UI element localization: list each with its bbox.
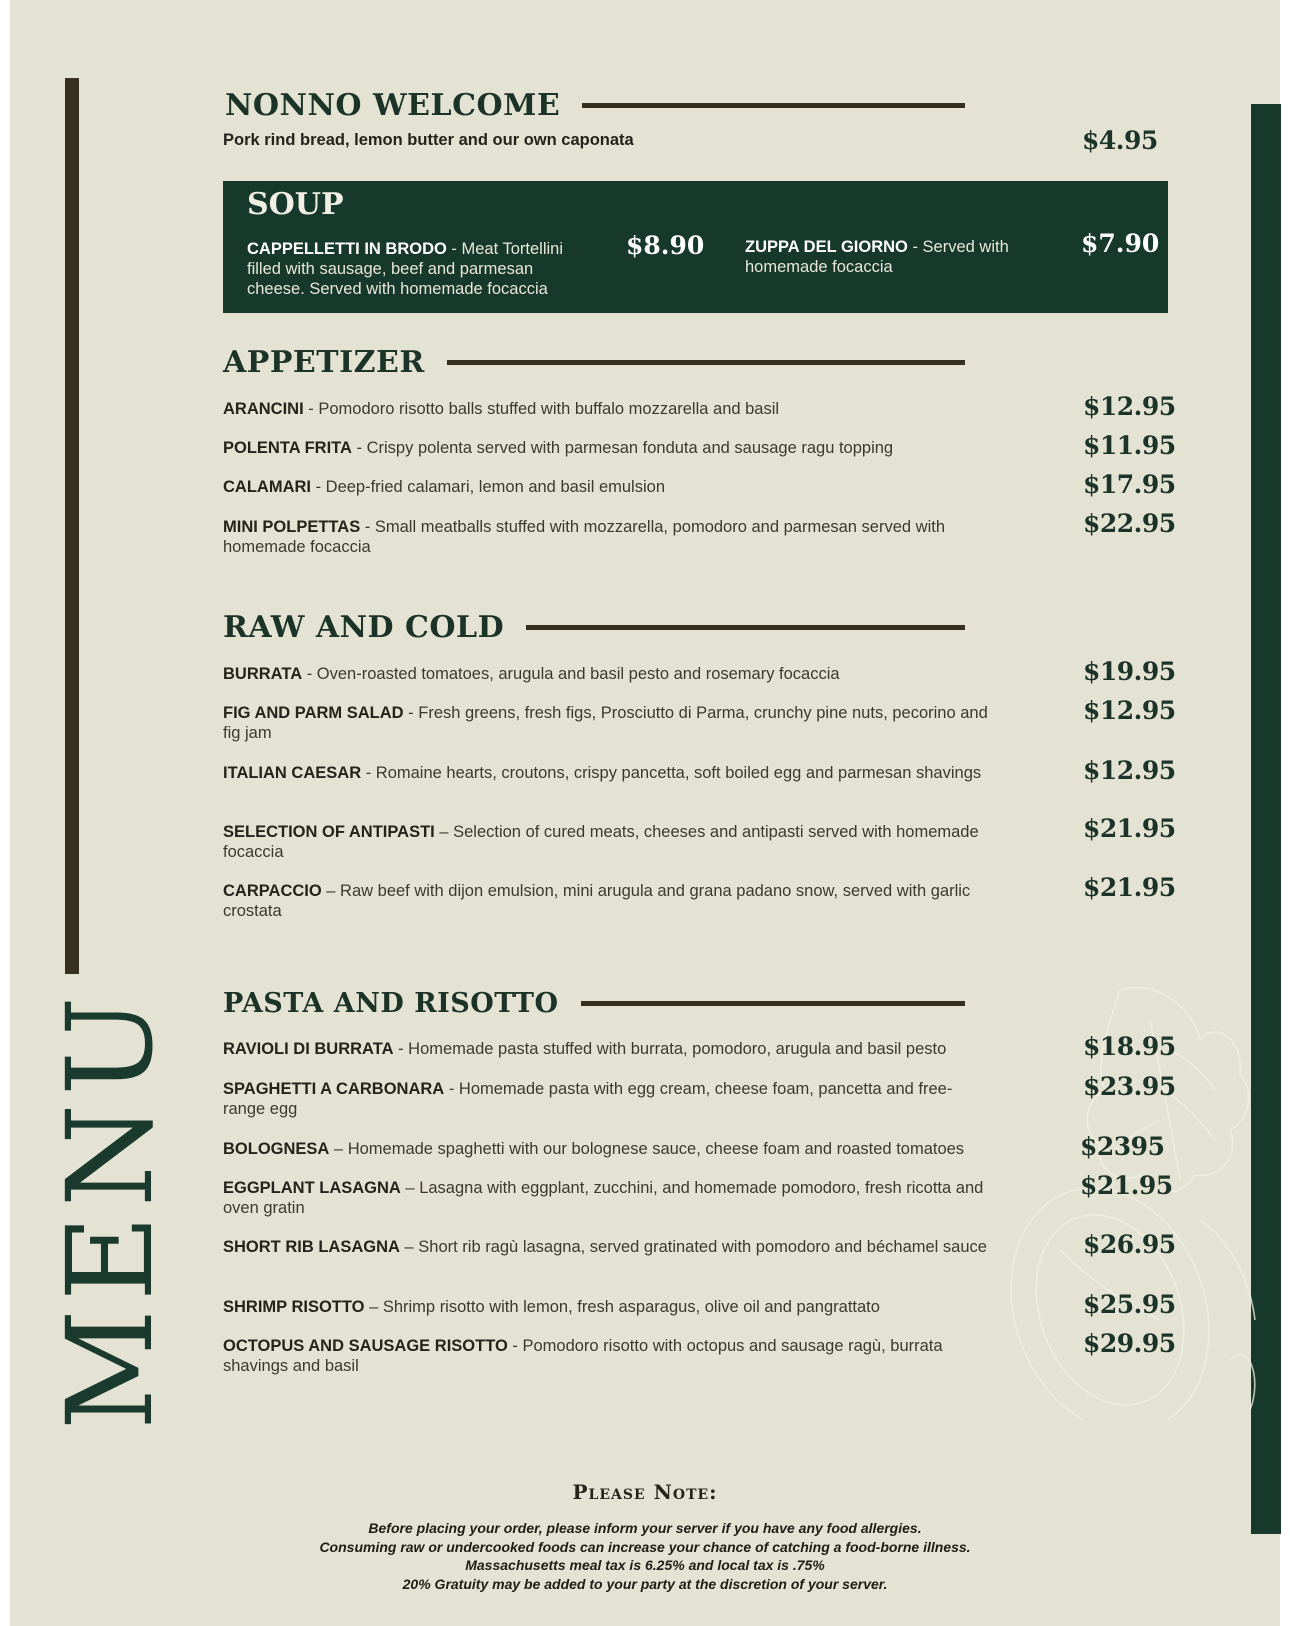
item-desc: – Raw beef with dijon emulsion, mini arugula and grana padano snow, served with garlic crostata — [223, 882, 971, 920]
item-price: $26.95 — [1083, 1230, 1176, 1259]
item-price: $4.95 — [1082, 126, 1158, 155]
item-desc: - Meat Tortellini filled with sausage, beef and parmesan cheese. Served with homemade focaccia — [247, 240, 563, 298]
item-name: SELECTION OF ANTIPASTI — [223, 823, 435, 841]
item-description — [223, 130, 988, 150]
item-price: $21.95 — [1083, 814, 1176, 843]
item-name: FIG AND PARM SALAD — [223, 704, 404, 722]
item-desc: - Fresh greens, fresh figs, Prosciutto di Parma, crunchy pine nuts, pecorino and fig jam — [223, 704, 988, 742]
item-name: POLENTA FRITA — [223, 439, 352, 457]
menu-vertical-title: MENU — [41, 988, 179, 1430]
item-name: BOLOGNESA — [223, 1140, 330, 1158]
item-text — [223, 881, 988, 921]
item-price: $29.95 — [1083, 1329, 1176, 1358]
item-text — [223, 703, 988, 743]
section-rule — [582, 103, 965, 108]
item-desc: – Selection of cured meats, cheeses and antipasti served with homemade focaccia — [223, 823, 979, 861]
section-title: SOUP — [247, 187, 344, 222]
item-desc: - Homemade pasta stuffed with burrata, pomodoro, arugula and basil pesto — [393, 1040, 947, 1058]
section-title: APPETIZER — [223, 345, 425, 380]
item-name: EGGPLANT LASAGNA — [223, 1179, 401, 1197]
item-text — [223, 1039, 988, 1059]
item-desc: - Homemade pasta with egg cream, cheese foam, pancetta and free-range egg — [223, 1080, 953, 1118]
item-price: $11.95 — [1083, 431, 1176, 460]
item-price: $2395 — [1080, 1132, 1165, 1161]
item-desc: - Pomodoro risotto with octopus and sausage ragù, burrata shavings and basil — [223, 1337, 943, 1375]
item-text — [223, 477, 988, 497]
note-line: Consuming raw or undercooked foods can increase your chance of catching a food-borne illness. — [319, 1538, 971, 1555]
item-desc: – Lasagna with eggplant, zucchini, and homemade pomodoro, fresh ricotta and oven gratin — [223, 1179, 984, 1217]
item-price: $12.95 — [1083, 392, 1176, 421]
item-text — [223, 664, 988, 684]
item-name: CAPPELLETTI IN BRODO — [247, 240, 447, 258]
item-desc: – Shrimp risotto with lemon, fresh asparagus, olive oil and pangrattato — [364, 1298, 880, 1316]
section-header-pasta — [223, 988, 965, 1019]
item-name: MINI POLPETTAS — [223, 518, 361, 536]
section-rule — [447, 360, 965, 365]
item-text — [223, 517, 988, 557]
section-title: RAW AND COLD — [223, 610, 505, 645]
item-desc: – Short rib ragù lasagna, served gratinated with pomodoro and béchamel sauce — [399, 1238, 987, 1256]
section-rule — [581, 1001, 965, 1006]
item-text — [223, 1139, 1043, 1159]
item-name: CARPACCIO — [223, 882, 322, 900]
item-text — [223, 399, 988, 419]
item-desc: - Served with homemade focaccia — [745, 238, 1009, 276]
item-desc: - Pomodoro risotto balls stuffed with buffalo mozzarella and basil — [303, 400, 780, 418]
item-text — [223, 1178, 988, 1218]
item-name: ARANCINI — [223, 400, 304, 418]
item-price: $8.90 — [626, 231, 705, 260]
item-price: $12.95 — [1083, 756, 1176, 785]
item-text — [223, 1336, 988, 1376]
item-price: $17.95 — [1083, 470, 1176, 499]
item-desc: - Romaine hearts, croutons, crispy pancetta, soft boiled egg and parmesan shavings — [361, 764, 982, 782]
item-desc: – Homemade spaghetti with our bolognese sauce, cheese foam and roasted tomatoes — [329, 1140, 965, 1158]
item-name: OCTOPUS AND SAUSAGE RISOTTO — [223, 1337, 508, 1355]
soup-section — [223, 181, 1168, 313]
item-text — [223, 763, 988, 783]
item-name: SHRIMP RISOTTO — [223, 1298, 365, 1316]
item-name: BURRATA — [223, 665, 303, 683]
section-title: NONNO WELCOME — [225, 88, 561, 123]
item-price: $18.95 — [1083, 1032, 1176, 1061]
section-rule — [526, 625, 965, 630]
item-name: RAVIOLI DI BURRATA — [223, 1040, 394, 1058]
note-block — [10, 1519, 1280, 1593]
item-name: CALAMARI — [223, 478, 311, 496]
item-desc: - Oven-roasted tomatoes, arugula and basil pesto and rosemary focaccia — [302, 665, 840, 683]
item-price: $21.95 — [1080, 1171, 1173, 1200]
item-price: $7.90 — [1081, 229, 1160, 258]
item-name: SPAGHETTI A CARBONARA — [223, 1080, 445, 1098]
item-price: $25.95 — [1083, 1290, 1176, 1319]
section-header-raw-cold — [223, 610, 965, 645]
item-desc: Pork rind bread, lemon butter and our own caponata — [223, 131, 634, 149]
section-title: PASTA AND RISOTTO — [223, 988, 559, 1019]
item-name: SHORT RIB LASAGNA — [223, 1238, 400, 1256]
note-line: Massachusetts meal tax is 6.25% and local tax is .75% — [465, 1557, 825, 1574]
item-price: $12.95 — [1083, 696, 1176, 725]
item-price: $21.95 — [1083, 873, 1176, 902]
item-price: $23.95 — [1083, 1072, 1176, 1101]
left-decorative-bar — [65, 78, 79, 974]
item-text — [223, 822, 988, 862]
item-desc: - Deep-fried calamari, lemon and basil emulsion — [311, 478, 665, 496]
item-name: ITALIAN CAESAR — [223, 764, 362, 782]
item-desc: - Small meatballs stuffed with mozzarella, pomodoro and parmesan served with homemade focaccia — [223, 518, 946, 556]
item-text — [223, 1237, 988, 1257]
item-text — [223, 438, 988, 458]
item-text — [223, 1079, 988, 1119]
item-price: $19.95 — [1083, 657, 1176, 686]
menu-item — [745, 237, 1035, 277]
section-header-welcome — [225, 88, 965, 123]
item-name: ZUPPA DEL GIORNO — [745, 238, 908, 256]
item-text — [223, 1297, 988, 1317]
item-price: $22.95 — [1083, 509, 1176, 538]
note-line: 20% Gratuity may be added to your party at the discretion of your server. — [402, 1575, 888, 1592]
note-title: Please Note: — [572, 1480, 718, 1504]
menu-item — [247, 239, 587, 299]
section-header-appetizer — [223, 345, 965, 380]
item-desc: - Crispy polenta served with parmesan fonduta and sausage ragu topping — [351, 439, 894, 457]
note-line: Before placing your order, please inform your server if you have any food allergies. — [368, 1520, 922, 1536]
